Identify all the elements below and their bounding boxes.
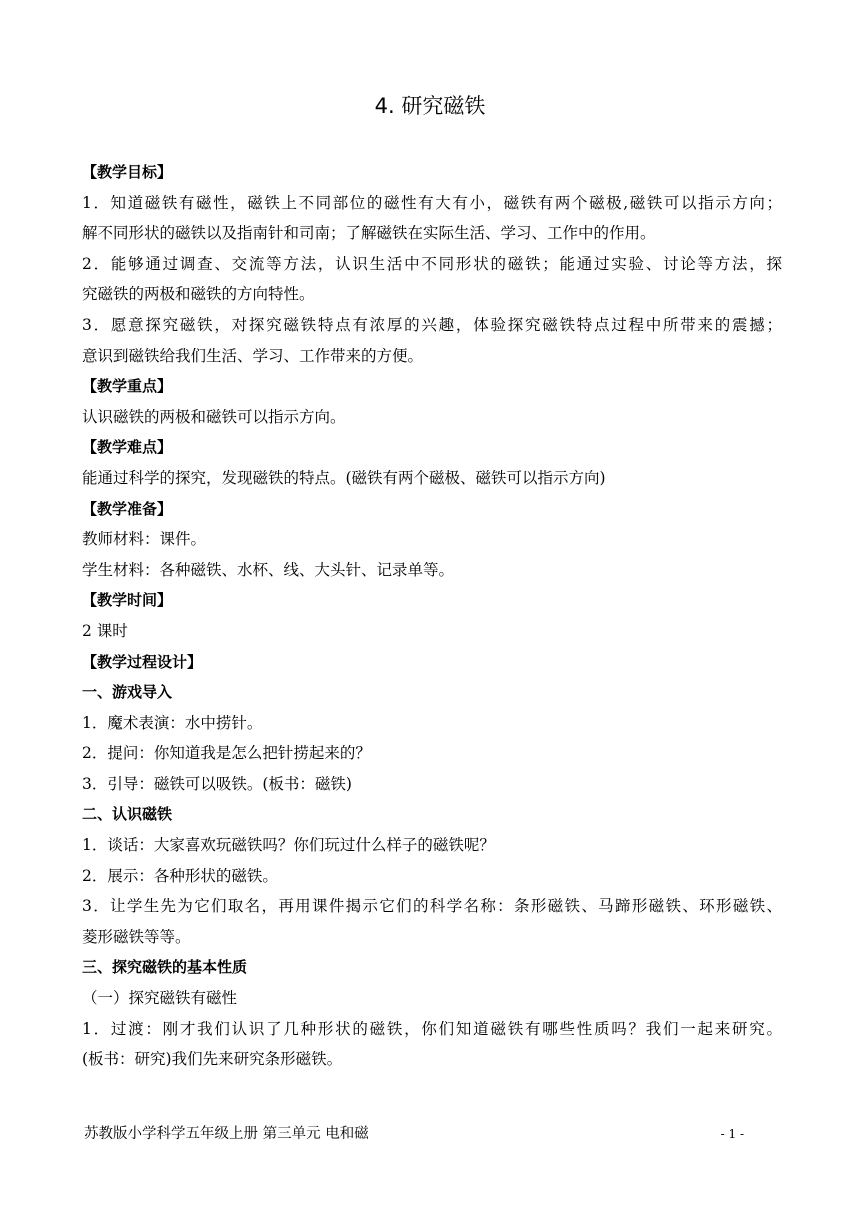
section-heading: 一、游戏导入 [82, 683, 173, 702]
document-body [82, 157, 782, 1075]
section-heading: 【教学时间】 [82, 591, 173, 610]
paragraph-line: 2．能够通过调查、交流等方法，认识生活中不同形状的磁铁；能通过实验、讨论等方法，探 [82, 254, 782, 273]
section-heading: 【教学过程设计】 [82, 652, 203, 671]
paragraph-line: 3．让学生先为它们取名，再用课件揭示它们的科学名称：条形磁铁、马蹄形磁铁、环形磁铁、 [82, 897, 782, 916]
paragraph-line: 能通过科学的探究，发现磁铁的特点。(磁铁有两个磁极、磁铁可以指示方向) [82, 468, 606, 487]
paragraph-line: 学生材料：各种磁铁、水杯、线、大头针、记录单等。 [82, 560, 455, 579]
paragraph-line: 认识磁铁的两极和磁铁可以指示方向。 [82, 407, 346, 426]
paragraph-line: 3．引导：磁铁可以吸铁。(板书：磁铁) [82, 774, 352, 793]
section-heading: 【教学重点】 [82, 377, 173, 396]
paragraph-line: 2．展示：各种形状的磁铁。 [82, 866, 278, 885]
section-heading: 三、探究磁铁的基本性质 [82, 958, 248, 977]
paragraph-line: 教师材料：课件。 [82, 530, 207, 549]
paragraph-line: (板书：研究)我们先来研究条形磁铁。 [82, 1050, 343, 1069]
paragraph-line: （一）探究磁铁有磁性 [82, 989, 238, 1008]
footer-book-info: 苏教版小学科学五年级上册 第三单元 电和磁 [84, 1126, 369, 1142]
section-heading: 【教学目标】 [82, 163, 173, 181]
section-heading: 二、认识磁铁 [82, 805, 173, 824]
paragraph-line: 1．过渡：刚才我们认识了几种形状的磁铁，你们知道磁铁有哪些性质吗？我们一起来研究。 [82, 1019, 782, 1038]
paragraph-line: 究磁铁的两极和磁铁的方向特性。 [82, 285, 315, 304]
section-heading: 【教学难点】 [82, 438, 173, 457]
page-title: 4. 研究磁铁 [374, 94, 486, 118]
paragraph-line: 3．愿意探究磁铁，对探究磁铁特点有浓厚的兴趣，体验探究磁铁特点过程中所带来的震撼； [82, 315, 782, 334]
paragraph-line: 2．提问：你知道我是怎么把针捞起来的？ [82, 744, 371, 763]
paragraph-line: 菱形磁铁等等。 [82, 927, 191, 946]
paragraph-line: 1．魔术表演：水中捞针。 [82, 713, 263, 732]
paragraph-line: 1．知道磁铁有磁性，磁铁上不同部位的磁性有大有小，磁铁有两个磁极,磁铁可以指示方向； [82, 193, 782, 212]
section-heading: 【教学准备】 [82, 499, 173, 518]
paragraph-line: 1．谈话：大家喜欢玩磁铁吗？你们玩过什么样子的磁铁呢？ [82, 836, 495, 855]
paragraph-line: 意识到磁铁给我们生活、学习、工作带来的方便。 [82, 346, 424, 365]
paragraph-line: 解不同形状的磁铁以及指南针和司南；了解磁铁在实际生活、学习、工作中的作用。 [82, 224, 656, 243]
paragraph-line: 2 课时 [82, 621, 128, 640]
page-number: - 1 - [720, 1127, 744, 1141]
